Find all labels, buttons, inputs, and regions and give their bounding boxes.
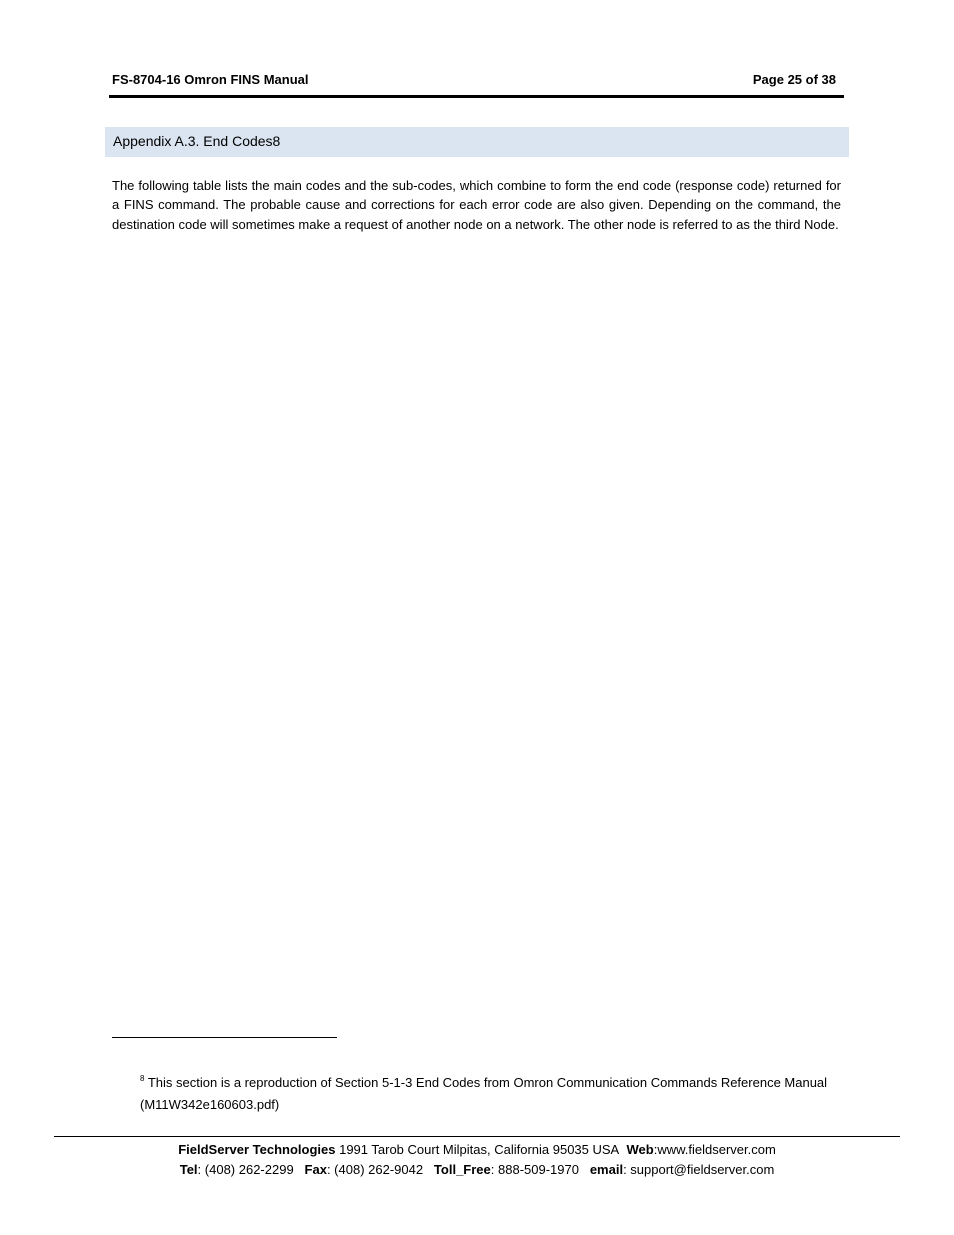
footer-fax-label: Fax [304, 1161, 327, 1177]
intro-paragraph: The following table lists the main codes and the sub-codes, which combine to form the end code (response code) returned for a FINS command. The probable cause and corrections for each error code are also given. Depending on the command, the destination code will sometimes make a request of another node on a network. The other node is referred to as the third Node. [112, 178, 841, 232]
document-title: FS-8704-16 Omron FINS Manual [112, 72, 309, 87]
footer-line-2: Tel: (408) 262-2299 Fax: (408) 262-9042 Toll_Free: 888-509-1970 email: support@fieldserver.com [179, 1161, 775, 1177]
footer-divider [54, 1136, 900, 1137]
footer-email-link[interactable]: support@fieldserver.com [630, 1161, 775, 1177]
footer-tollfree: 888-509-1970 [498, 1161, 579, 1177]
footnote-marker: 8 [140, 1074, 145, 1083]
footer-tel-label: Tel [179, 1161, 198, 1177]
footer-email-label: email [589, 1161, 624, 1177]
footer-address: 1991 Tarob Court Milpitas, California 95035 USA [339, 1142, 620, 1157]
footer-web-label: Web [626, 1142, 654, 1157]
header-divider [109, 95, 844, 98]
section-heading: Appendix A.3. End Codes8 [105, 127, 849, 157]
page-number: Page 25 of 38 [752, 72, 836, 87]
footer-fax: (408) 262-9042 [334, 1161, 424, 1177]
footnote [140, 1068, 845, 1116]
footnote-text: This section is a reproduction of Section 5-1-3 End Codes from Omron Communication Commands Reference Manual (M11W342e160603.pdf) [140, 1075, 828, 1112]
footnote-divider [112, 1037, 337, 1038]
footer-tel: (408) 262-2299 [204, 1161, 294, 1177]
footer-web-link[interactable]: www.fieldserver.com [657, 1142, 776, 1157]
page-footer [54, 1140, 900, 1179]
footer-company: FieldServer Technologies [178, 1142, 336, 1157]
footer-tollfree-label: Toll_Free [433, 1161, 491, 1177]
footer-line-1: FieldServer Technologies 1991 Tarob Court Milpitas, California 95035 USA Web:www.fieldserver.com [178, 1142, 776, 1157]
